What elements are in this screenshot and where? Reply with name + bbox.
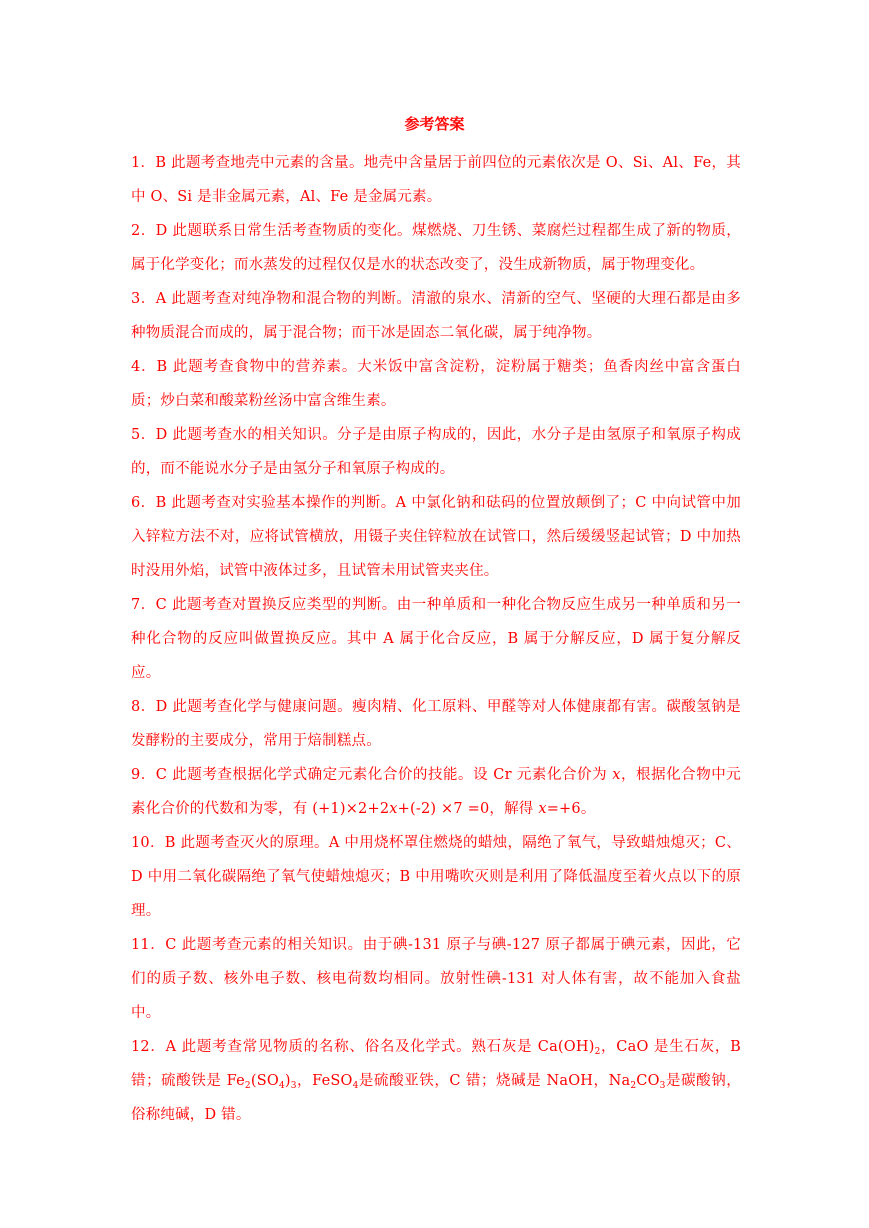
answer-list	[131, 146, 741, 1132]
answer-12-sub-3b: 3	[659, 1081, 666, 1091]
answer-item-10: 10．B 此题考查灭火的原理。A 中用烧杯罩住燃烧的蜡烛，隔绝了氧气，导致蜡烛熄灭；C、D 中用二氧化碳隔绝了氧气使蜡烛熄灭；B 中用嘴吹灭则是利用了降低温度至着火点以下的原理。	[131, 835, 741, 919]
answer-item-7: 7．C 此题考查对置换反应类型的判断。由一种单质和一种化合物反应生成另一种单质和另一种化合物的反应叫做置换反应。其中 A 属于化合反应，B 属于分解反应，D 属于复分解反应。	[131, 597, 741, 681]
answer-9-text-a: 9．C 此题考查根据化学式确定元素化合价的技能。设 Cr 元素化合价为	[131, 767, 613, 783]
answer-12-sub-2b: 2	[244, 1081, 251, 1091]
answer-12-sub-3: 3	[290, 1081, 297, 1091]
answer-9-text-c: +(-2) ×7 =0，解得	[397, 801, 539, 817]
answer-item-4: 4．B 此题考查食物中的营养素。大米饭中富含淀粉，淀粉属于糖类；鱼香肉丝中富含蛋白质；炒白菜和酸菜粉丝汤中富含维生素。	[131, 359, 741, 409]
answer-item-1: 1．B 此题考查地壳中元素的含量。地壳中含量居于前四位的元素依次是 O、Si、Al、Fe，其中 O、Si 是非金属元素，Al、Fe 是金属元素。	[131, 155, 741, 205]
answer-9-text-b: ，根据化合物中元素化合价的代数和为零，有 (+1)×2+2	[131, 767, 741, 817]
answer-12-sub-2c: 2	[630, 1081, 637, 1091]
answer-12-part3: (SO	[250, 1073, 279, 1089]
answer-12-sub-2a: 2	[594, 1047, 601, 1057]
answer-12-sub-4b: 4	[352, 1081, 359, 1091]
answer-item-11: 11．C 此题考查元素的相关知识。由于碘-131 原子与碘-127 原子都属于碘元素，因此，它们的质子数、核外电子数、核电荷数均相同。放射性碘-131 对人体有害，故不能加入食盐中。	[131, 937, 741, 1021]
answer-12-part4: )	[284, 1073, 291, 1089]
answer-9-text-d: =+6。	[546, 801, 596, 817]
answer-item-5: 5．D 此题考查水的相关知识。分子是由原子构成的，因此，水分子是由氢原子和氧原子构成的，而不能说水分子是由氢分子和氧原子构成的。	[131, 427, 741, 477]
answer-12-part8: 是碳酸钠，俗称纯碱，D 错。	[131, 1073, 742, 1123]
answer-12-part6: 是硫酸亚铁，C 错；烧碱是 NaOH，Na	[358, 1073, 631, 1089]
answer-item-3: 3．A 此题考查对纯净物和混合物的判断。清澈的泉水、清新的空气、坚硬的大理石都是由多种物质混合而成的，属于混合物；而干冰是固态二氧化碳，属于纯净物。	[131, 291, 741, 341]
answer-9-var-x1: x	[612, 767, 621, 783]
answer-item-8: 8．D 此题考查化学与健康问题。瘦肉精、化工原料、甲醛等对人体健康都有害。碳酸氢钠是发酵粉的主要成分，常用于焙制糕点。	[131, 699, 741, 749]
answer-item-6: 6．B 此题考查对实验基本操作的判断。A 中氯化钠和砝码的位置放颠倒了；C 中向试管中加入锌粒方法不对，应将试管横放，用镊子夹住锌粒放在试管口，然后缓缓竖起试管；D 中加热时没用外焰，试管中液体过多，且试管未用试管夹夹住。	[131, 495, 741, 579]
answer-12-part2: ，CaO 是生石灰，B 错；硫酸铁是 Fe	[131, 1039, 741, 1089]
answer-item-12	[131, 1030, 741, 1132]
answer-12-part5: ，FeSO	[296, 1073, 353, 1089]
answer-9-var-x2: x	[389, 801, 398, 817]
answer-12-sub-4a: 4	[278, 1081, 285, 1091]
answer-9-var-x3: x	[538, 801, 547, 817]
page-title: 参考答案	[404, 115, 465, 133]
answer-item-2: 2．D 此题联系日常生活考查物质的变化。煤燃烧、刀生锈、菜腐烂过程都生成了新的物质，属于化学变化；而水蒸发的过程仅仅是水的状态改变了，没生成新物质，属于物理变化。	[131, 223, 741, 273]
answer-12-part1: 12．A 此题考查常见物质的名称、俗名及化学式。熟石灰是 Ca(OH)	[131, 1039, 595, 1055]
answer-item-9	[131, 758, 741, 826]
answer-12-part7: CO	[636, 1073, 660, 1089]
